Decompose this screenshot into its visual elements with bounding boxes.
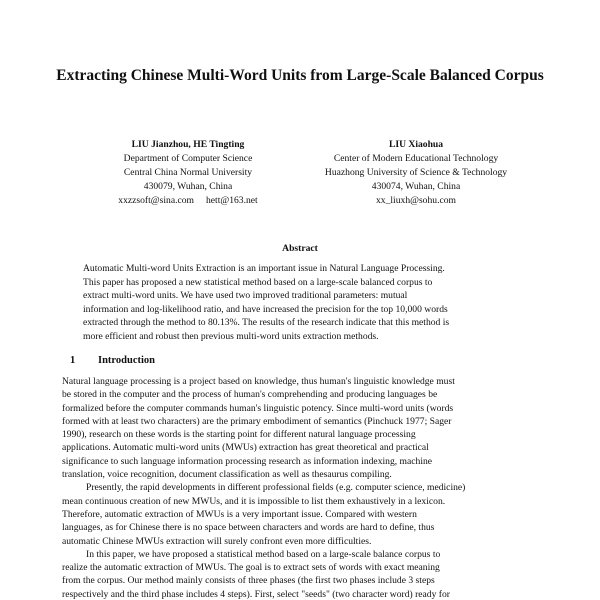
body-line: translation, voice recognition, document classification as well as thesaurus compiling.	[62, 469, 392, 481]
body-line: mean continuous creation of new MWUs, and it is impossible to list them exhaustively in a lexicon.	[62, 495, 446, 507]
body-line: applications. Automatic multi-word units (MWUs) extraction has great theoretical and practical	[62, 442, 429, 454]
body-line: respectively and the third phase includes 4 steps). First, select "seeds" (two character word) ready for	[62, 588, 450, 600]
author-affiliation: 430079, Wuhan, China	[143, 181, 233, 192]
abstract-body	[83, 262, 531, 343]
author-block-2	[296, 138, 536, 208]
body-line: be stored in the computer and the process of human's comprehending and producing languages be	[62, 389, 438, 401]
author-affiliation: Central China Normal University	[123, 167, 253, 178]
body-line: Therefore, automatic extraction of MWUs is a very important issue. Compared with western	[62, 508, 417, 520]
section-title: Introduction	[98, 355, 155, 366]
abstract-line: This paper has proposed a new statistical method based on a large-scale balanced corpus to	[83, 276, 433, 288]
body-line: automatic Chinese MWUs extraction will surely confront even more difficulties.	[62, 535, 372, 547]
body-line: formalized before the computer commands human's linguistic potency. Since multi-word units (words	[62, 402, 454, 414]
section-heading	[70, 355, 155, 366]
body-line: formed with at least two characters) are the primary embodiment of semantics (Pinchuck 1977; Sager	[62, 415, 452, 427]
body-line: languages, as for Chinese there is no space between characters and words are hard to define, thus	[62, 522, 435, 534]
author-affiliation: Department of Computer Science	[123, 153, 253, 164]
body-line: 1990), research on these words is the starting point for different natural language processing	[62, 429, 416, 441]
author-name: LIU Xiaohua	[388, 139, 444, 150]
body-line: Natural language processing is a project based on knowledge, thus human's linguistic knowledge must	[62, 376, 455, 387]
body-line: realize the automatic extraction of MWUs. The goal is to extract sets of words with exact meaning	[62, 562, 440, 574]
abstract-line: extract multi-word units. We have used two improved traditional parameters: mutual	[83, 290, 408, 301]
abstract-line: extracted through the method to 80.13%. The results of the research indicate that this method is	[83, 317, 450, 328]
abstract-line: more efficient and robust then previous multi-word units extraction methods.	[83, 330, 379, 342]
author-affiliation: Huazhong University of Science & Technology	[324, 167, 508, 178]
body-line: Presently, the rapid developments in different professional fields (e.g. computer science, medicine)	[86, 482, 466, 494]
author-affiliation: 430074, Wuhan, China	[371, 181, 461, 192]
author-affiliation: Center of Modern Educational Technology	[333, 153, 499, 164]
abstract-line: information and log-likelihood ratio, and have increased the precision for the top 10,000 words	[83, 303, 448, 315]
section-number: 1	[70, 355, 76, 366]
paper-title: Extracting Chinese Multi-Word Units from Large-Scale Balanced Corpus	[56, 67, 544, 84]
abstract-line: Automatic Multi-word Units Extraction is an important issue in Natural Language Processing.	[83, 263, 445, 274]
author-emails: xx_liuxh@sohu.com	[376, 195, 456, 206]
body-line: from the corpus. Our method mainly consists of three phases (the first two phases include 3 steps	[62, 575, 435, 587]
author-block-1	[78, 138, 298, 208]
introduction-body	[62, 375, 542, 600]
abstract-heading: Abstract	[282, 243, 318, 254]
body-line: significance to such language information processing research as information indexing, machine	[62, 455, 433, 467]
author-name: LIU Jianzhou, HE Tingting	[131, 139, 245, 150]
author-emails: xxzzsoft@sina.com hett@163.net	[118, 195, 258, 206]
body-line: In this paper, we have proposed a statistical method based on a large-scale balance corpus to	[86, 548, 441, 560]
